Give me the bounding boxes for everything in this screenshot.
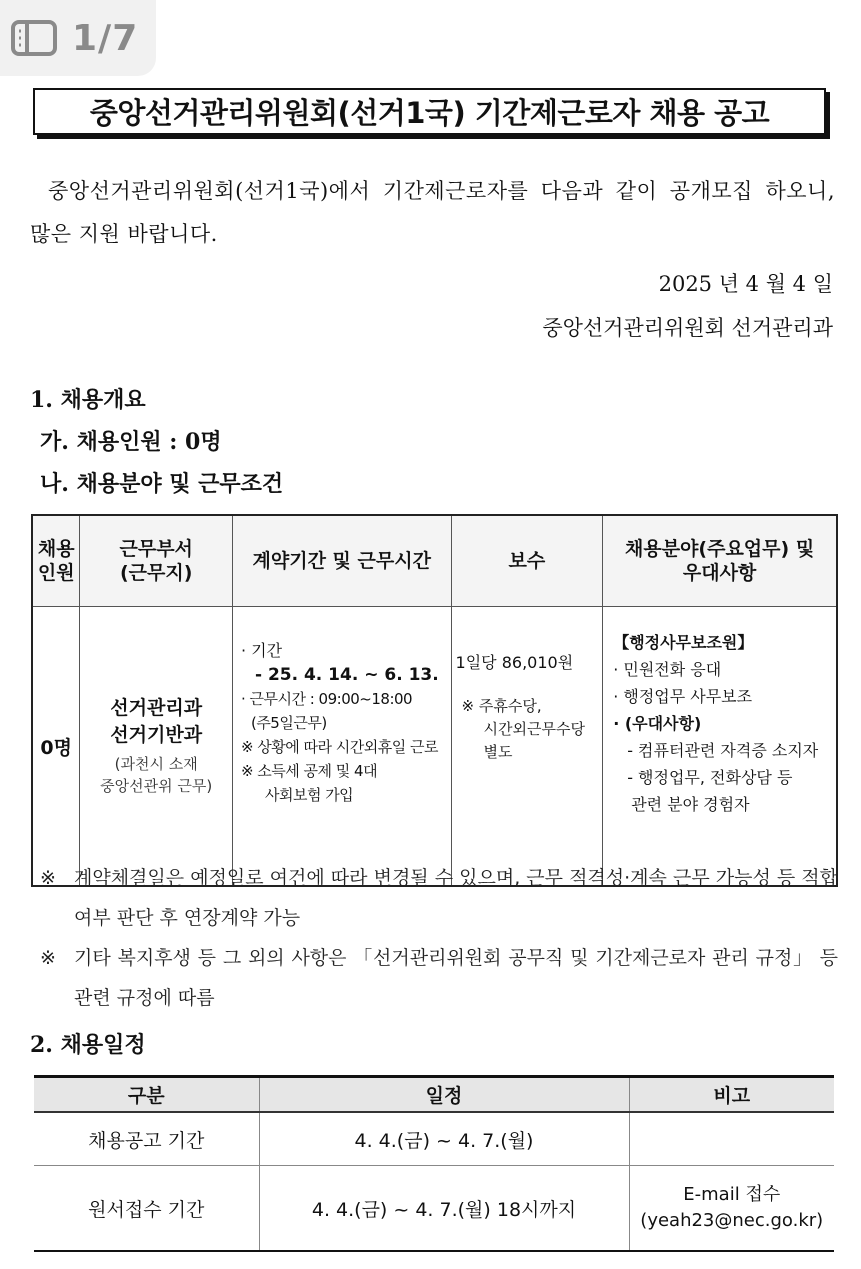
dept-name-1: 선거관리과 xyxy=(110,697,203,719)
section1-heading: 1. 채용개요 xyxy=(30,387,146,413)
work-hours: · 근무시간 : 09:00~18:00 xyxy=(240,690,413,708)
header-dept: 근무부서 (근무지) xyxy=(80,515,233,607)
header-schedule: 일정 xyxy=(259,1077,629,1113)
job-conditions-table xyxy=(31,514,838,887)
page-count: 1/7 xyxy=(72,17,139,59)
note-item xyxy=(40,938,838,1018)
field-item-2: · 행정업무 사무보조 xyxy=(613,687,753,706)
overtime-note: ※ 상황에 따라 시간외휴일 근로 xyxy=(240,738,438,756)
contract-period-cell xyxy=(232,607,451,887)
header-count: 채용 인원 xyxy=(32,515,80,607)
page-indicator xyxy=(0,0,156,76)
tax-note-cont: 사회보험 가입 xyxy=(264,786,354,804)
note-text: 계약체결일은 예정일로 여건에 따라 변경될 수 있으며, 근무 적격성·계속 근무 가능성 등 적합 여부 판단 후 연장계약 가능 xyxy=(74,867,838,929)
dept-location-1: (과천시 소재 xyxy=(114,755,198,773)
note-mark: ※ xyxy=(40,947,56,969)
table-header-row xyxy=(34,1077,834,1113)
table-row xyxy=(34,1112,834,1166)
document-title: 중앙선거관리위원회(선거1국) 기간제근로자 채용 공고 xyxy=(33,88,826,135)
dept-location-2: 중앙선관위 근무) xyxy=(100,777,213,795)
table-header-row xyxy=(32,515,837,607)
intro-text: 중앙선거관리위원회(선거1국)에서 기간제근로자를 다음과 같이 공개모집 하오니, 많은 지원 바랍니다. xyxy=(30,179,835,246)
section2-heading: 2. 채용일정 xyxy=(30,1032,146,1058)
field-pref-1: - 컴퓨터관련 자격증 소지자 xyxy=(627,741,819,760)
field-title: 【행정사무보조원】 xyxy=(613,633,754,652)
intro-paragraph xyxy=(30,170,835,256)
tax-note: ※ 소득세 공제 및 4대 xyxy=(240,762,378,780)
table-row xyxy=(34,1166,834,1252)
pay-note-3: 별도 xyxy=(483,743,513,761)
note-mark: ※ xyxy=(40,867,56,889)
category-cell: 원서접수 기간 xyxy=(34,1166,259,1252)
header-pay: 보수 xyxy=(451,515,603,607)
notes-block xyxy=(40,858,838,1018)
work-days: (주5일근무) xyxy=(250,714,327,732)
remark-cell xyxy=(629,1112,834,1166)
field-item-1: · 민원전화 응대 xyxy=(613,660,722,679)
period-dates: - 25. 4. 14. ~ 6. 13. xyxy=(254,665,439,685)
header-period: 계약기간 및 근무시간 xyxy=(232,515,451,607)
issuing-organization: 중앙선거관리위원회 선거관리과 xyxy=(542,316,833,340)
document-list-icon xyxy=(10,19,58,57)
hiring-count-cell: 0명 xyxy=(32,607,80,887)
header-category: 구분 xyxy=(34,1077,259,1113)
note-item xyxy=(40,858,838,938)
pay-cell xyxy=(451,607,603,887)
remark-line-1: E-mail 접수 xyxy=(683,1184,781,1205)
hiring-count-line: 가. 채용인원 : 0명 xyxy=(40,429,222,455)
job-field-cell xyxy=(603,607,837,887)
dept-name-2: 선거기반과 xyxy=(110,724,203,746)
field-pref-2: - 행정업무, 전화상담 등 xyxy=(627,768,793,787)
pay-note-2: 시간외근무수당 xyxy=(483,720,585,738)
category-cell: 채용공고 기간 xyxy=(34,1112,259,1166)
header-field: 채용분야(주요업무) 및 우대사항 xyxy=(603,515,837,607)
table-row xyxy=(32,607,837,887)
hiring-field-line: 나. 채용분야 및 근무조건 xyxy=(40,471,284,497)
email-address: (yeah23@nec.go.kr) xyxy=(640,1210,824,1231)
note-text: 기타 복지후생 등 그 외의 사항은 「선거관리위원회 공무직 및 기간제근로자 관리 규정」 등 관련 규정에 따름 xyxy=(74,947,838,1009)
header-remark: 비고 xyxy=(629,1077,834,1113)
remark-cell xyxy=(629,1166,834,1252)
field-preference: · (우대사항) xyxy=(613,714,702,733)
announcement-date: 2025 년 4 월 4 일 xyxy=(658,272,833,296)
field-pref-2-cont: 관련 분야 경험자 xyxy=(631,795,750,814)
schedule-cell: 4. 4.(금) ~ 4. 7.(월) xyxy=(259,1112,629,1166)
period-label: · 기간 xyxy=(240,641,283,660)
department-cell xyxy=(80,607,233,887)
pay-note xyxy=(456,695,599,764)
schedule-cell: 4. 4.(금) ~ 4. 7.(월) 18시까지 xyxy=(259,1166,629,1252)
pay-note-1: ※ 주휴수당, xyxy=(461,697,542,715)
daily-pay: 1일당 86,010원 xyxy=(455,653,574,672)
schedule-table xyxy=(34,1075,834,1252)
